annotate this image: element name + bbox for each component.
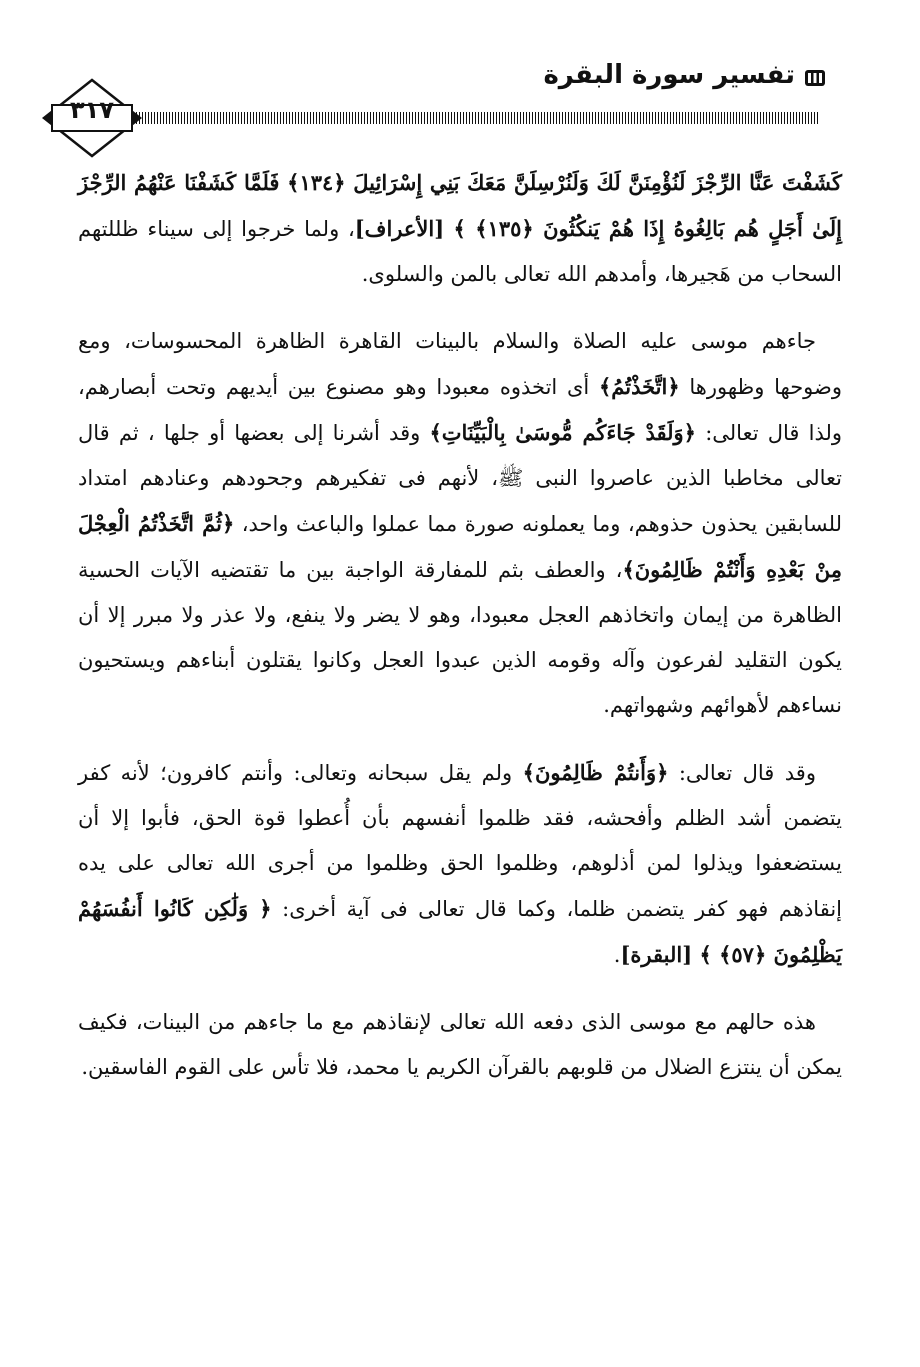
quran-verse: كَشَفْتَ عَنَّا الرِّجْزَ لَنُؤْمِنَنَّ لَكَ وَلَنُرْسِلَنَّ مَعَكَ بَنِي إِسْرَائِيلَ ﴿١٣٤﴾ فَلَمَّا كَشَفْنَا عَنْهُمُ الرِّجْزَ إِلَىٰ أَجَلٍ هُم بَالِغُوهُ إِذَا هُمْ يَنكُثُونَ ﴿١٣٥﴾ ﴾ [78, 170, 842, 241]
body-text: وقد قال تعالى: [668, 761, 816, 785]
body-text: هذه حالهم مع موسى الذى دفعه الله تعالى لإنقاذهم مع ما جاءهم من البينات، فكيف يمكن أن ينتزع الضلال من قلوبهم بالقرآن الكريم يا محمد، فلا تأس على القوم الفاسقين. [78, 1010, 842, 1079]
header-rule [130, 112, 820, 124]
page-number: ٣١٧ [70, 96, 114, 124]
paragraph [78, 750, 842, 978]
paragraph [78, 1000, 842, 1090]
quran-verse: ﴿وَأَنتُمْ ظَالِمُونَ﴾ [522, 760, 669, 785]
surah-reference: [البقرة] [620, 942, 700, 967]
quran-verse: ﴿ثُمَّ اتَّخَذْتُمُ الْعِجْلَ مِنْ بَعْدِهِ وَأَنْتُمْ ظَالِمُونَ﴾ [78, 511, 843, 582]
body-text: ، ولما خرجوا إلى سيناء ظللتهم السحاب من هَجيرها، وأمدهم الله تعالى بالمن والسلوى. [78, 217, 842, 286]
body-text: ، والعطف بثم للمفارقة الواجبة بين ما تقتضيه الآيات الحسية الظاهرة من إيمان واتخاذهم العجل معبودا، وهو لا يضر ولا ينفع، ولا عذر ولا مبرر إلا أن يكون التقليد لفرعون وآله وقومه الذين عبدوا العجل وكانوا يقتلون أبناءهم ويستحيون نساءهم لأهوائهم وشهواتهم. [78, 558, 842, 717]
paragraph [78, 319, 842, 728]
running-title: تفسير سورة البقرة [543, 60, 795, 90]
ornament-icon [803, 66, 827, 90]
paragraph [78, 160, 842, 297]
quran-verse: ﴿اتَّخَذْتُمُ﴾ [598, 374, 680, 399]
body-text: أى اتخذوه معبودا وهو مصنوع بين أيديهم وتحت أبصارهم، ولذا قال تعالى: [78, 375, 843, 445]
surah-reference: [الأعراف] [354, 216, 454, 241]
quran-verse: ﴿وَلَقَدْ جَاءَكُم مُّوسَىٰ بِالْبَيِّنَاتِ﴾ [429, 420, 696, 445]
body-text: جاءهم موسى عليه الصلاة والسلام بالبينات القاهرة الظاهرة المحسوسات، ومع وضوحها وظهورها [78, 329, 842, 399]
body-text: ولم يقل سبحانه وتعالى: وأنتم كافرون؛ لأنه كفر يتضمن أشد الظلم وأفحشه، فقد ظلموا أنفسهم بأن أُعطوا قوة الحق، فأبوا إلا أن يستضعفوا ويذلوا لمن أذلوهم، وظلموا الحق وظلموا من أجرى الله تعالى على يده إنقاذهم فهو كفر يتضمن ظلما، وكما قال تعالى فى آية أخرى: [78, 761, 842, 921]
quran-verse: ﴿ وَلَٰكِن كَانُوا أَنفُسَهُمْ يَظْلِمُونَ ﴿٥٧﴾ ﴾ [78, 896, 842, 967]
body-text: . [613, 943, 621, 967]
page-header [0, 0, 920, 170]
body-text: وقد أشرنا إلى بعضها أو جلها ، ثم قال تعالى مخاطبا الذين عاصروا النبى ﷺ، لأنهم فى تفكيرهم وجحودهم وعنادهم امتداد للسابقين يحذون حذوهم، وما يعملونه صورة مما عملوا والباعث واحد، [78, 421, 843, 536]
page-body [78, 160, 842, 1112]
